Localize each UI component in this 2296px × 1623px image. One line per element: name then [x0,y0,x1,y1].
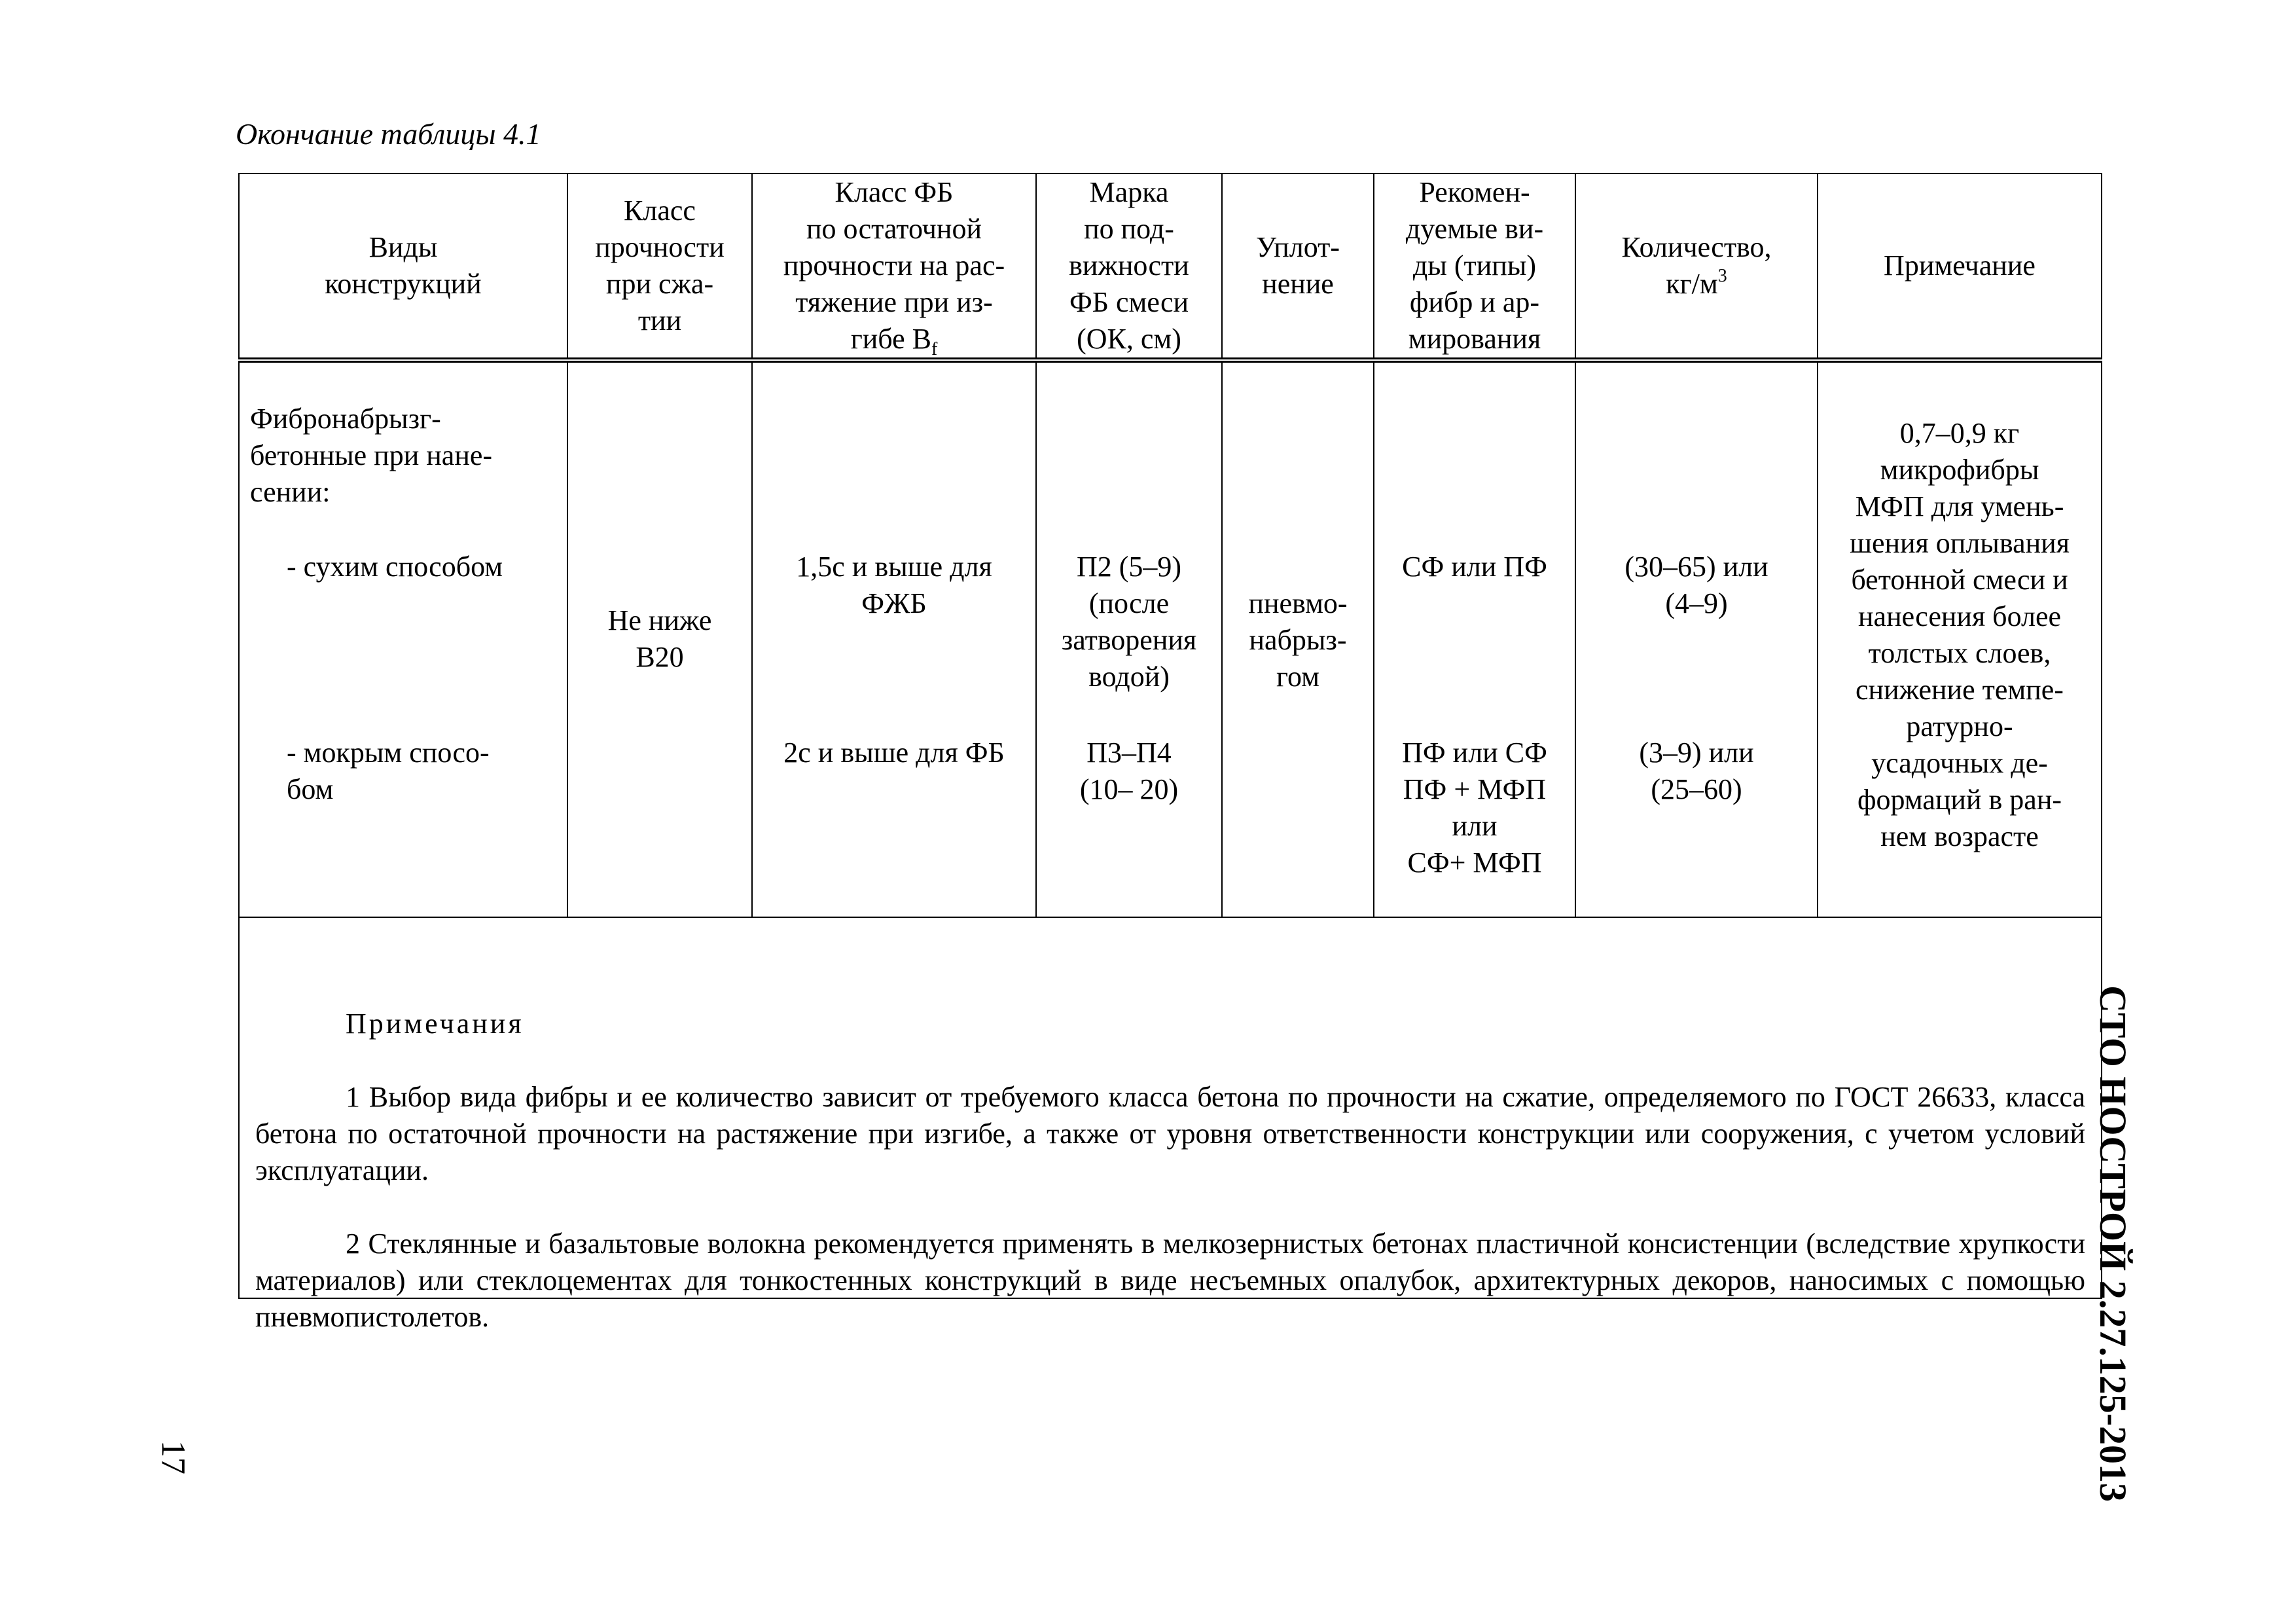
header-mobility-grade: Марка по под- вижности ФБ смеси (ОК, см) [1036,173,1222,360]
mobility-wet: П3–П4 (10– 20) [1079,737,1179,805]
compaction-value: пневмо- набрыз- гом [1248,587,1348,693]
header-residual-strength-text: Класс ФБ по остаточной прочности на рас- тяжение при из- гибе B [783,176,1005,355]
cell-quantity [1575,360,1818,917]
quantity-wet: (3–9) или (25–60) [1639,737,1754,805]
table-header-row [239,173,2102,360]
specification-table [238,173,2102,1333]
header-note: Примечание [1818,173,2102,360]
note-item-1: 1 Выбор вида фибры и ее количество зависит от требуемого класса бетона по прочности на сжатие, определяемого по ГОСТ 26633, класса бетона по остаточной прочности на растяжение при изгибе, а также от уровня ответственности конструкции или сооружения, с учетом условий эксплуатации. [255,1081,2085,1186]
header-quantity-text: Количество, кг/м [1621,231,1772,300]
header-fiber-types: Рекомен- дуемые ви- ды (типы) фибр и ар- мирования [1374,173,1575,360]
cell-compaction [1222,360,1374,917]
header-residual-strength [752,173,1036,360]
strength-value: Не ниже В20 [607,604,712,673]
mobility-dry: П2 (5–9) (после затворения водой) [1061,551,1197,693]
wet-method-label: - мокрым спосо- бом [287,737,490,805]
header-quantity-sup: 3 [1717,266,1727,286]
notes-title: Примечания [346,1008,524,1040]
cell-fiber-types [1374,360,1575,917]
page-number: 17 [154,1440,192,1474]
table-caption: Окончание таблицы 4.1 [236,117,541,151]
cell-mobility-grade [1036,360,1222,917]
notes-cell [239,917,2102,1333]
quantity-dry: (30–65) или (4–9) [1624,551,1768,619]
fb-class-wet: 2c и выше для ФБ [783,737,1005,769]
cell-compressive-strength [567,360,752,917]
row-kind: Фибронабрызг- бетонные при нане- сении: [250,403,493,508]
header-residual-strength-sub: f [931,338,938,359]
header-quantity [1575,173,1818,360]
table-row [239,360,2102,917]
header-compaction: Уплот- нение [1222,173,1374,360]
dry-method-label: - сухим способом [287,551,503,583]
cell-construction-type [239,360,567,917]
header-construction-type: Виды конструкций [239,173,567,360]
note-item-2: 2 Стеклянные и базальтовые волокна рекомендуется применять в мелкозернистых бетонах пластичной консистенции (вследствие хрупкости материалов) или стеклоцементах для тонкостенных конструкций в виде несъемных опалубок, архитектурных декоров, наносимых с помощью пневмопистолетов. [255,1228,2085,1333]
document-code: СТО НОСТРОЙ 2.27.125-2013 [2092,985,2134,1503]
row-note: 0,7–0,9 кг микрофибры МФП для умень- шения оплывания бетонной смеси и нанесения более толстых слоев, снижение темпе- ратурно- усадочных де- формаций в ран- нем возрасте [1850,417,2070,852]
cell-residual-strength [752,360,1036,917]
notes-row [239,917,2102,1298]
header-compressive-strength: Класс прочности при сжа- тии [567,173,752,360]
fiber-dry: СФ или ПФ [1402,551,1547,583]
fb-class-dry: 1,5c и выше для ФЖБ [796,551,992,619]
cell-note [1818,360,2102,917]
fiber-wet: ПФ или СФ ПФ + МФП или СФ+ МФП [1402,737,1547,879]
